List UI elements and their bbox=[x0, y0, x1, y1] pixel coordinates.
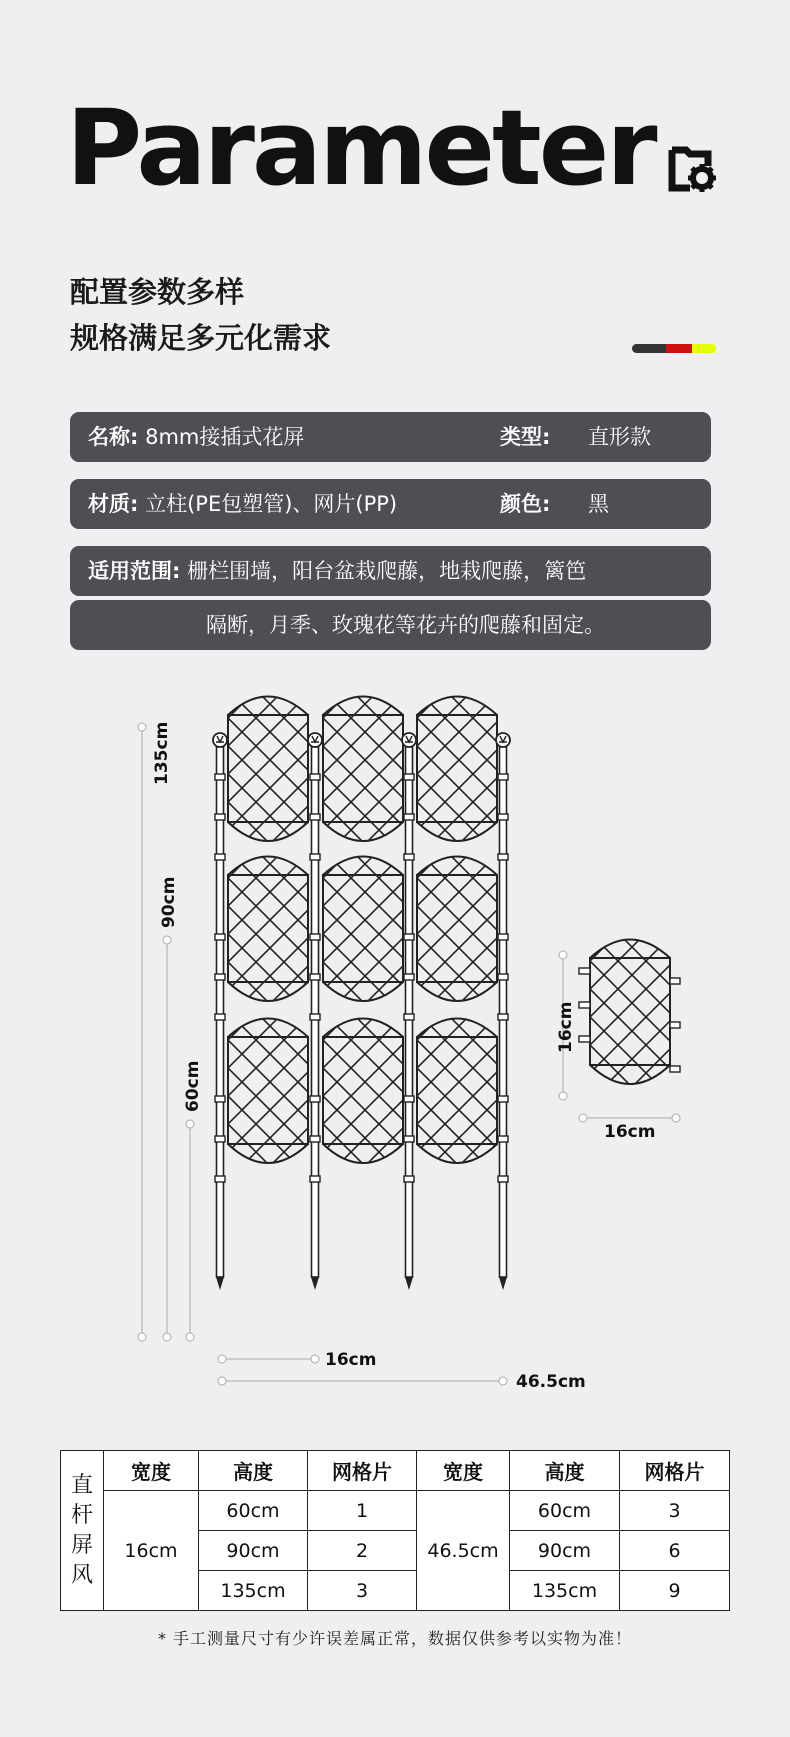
page-title: Parameter bbox=[66, 87, 655, 209]
color-value: 黑 bbox=[588, 492, 609, 516]
size-table bbox=[60, 1450, 730, 1611]
header-height-2: 高度 bbox=[510, 1451, 620, 1491]
header-height-1: 高度 bbox=[199, 1451, 308, 1491]
accent-dark bbox=[632, 344, 666, 353]
name-value: 8mm接插式花屏 bbox=[145, 425, 305, 449]
usage-line-1: 栅栏围墙，阳台盆栽爬藤，地栽爬藤，篱笆 bbox=[187, 559, 587, 583]
header-width-2: 宽度 bbox=[417, 1451, 510, 1491]
cell-height: 60cm bbox=[199, 1491, 308, 1531]
height-60-label: 60cm bbox=[183, 1060, 203, 1112]
table-header-row bbox=[61, 1451, 730, 1491]
cell-grid: 1 bbox=[308, 1491, 417, 1531]
spec-bar-material-color bbox=[70, 479, 711, 529]
height-90-label: 90cm bbox=[159, 876, 179, 928]
cell-grid: 6 bbox=[620, 1531, 730, 1571]
group2-width: 46.5cm bbox=[417, 1491, 510, 1611]
side-label: 直 杆 屏 风 bbox=[61, 1451, 104, 1611]
accent-color-bar bbox=[632, 344, 716, 353]
spec-bar-usage-1 bbox=[70, 546, 711, 596]
spec-bar-usage-2 bbox=[70, 600, 711, 650]
folder-gear-icon bbox=[668, 146, 716, 192]
header-width-1: 宽度 bbox=[104, 1451, 199, 1491]
cell-height: 90cm bbox=[199, 1531, 308, 1571]
spec-bar-name-type bbox=[70, 412, 711, 462]
accent-yellow bbox=[692, 344, 716, 353]
trellis-panels bbox=[228, 697, 497, 1164]
usage-key: 适用范围: bbox=[88, 559, 181, 583]
color-key: 颜色: bbox=[500, 492, 551, 516]
width-16-label: 16cm bbox=[325, 1350, 377, 1370]
subtitle-line-2: 规格满足多元化需求 bbox=[70, 321, 332, 355]
group1-width: 16cm bbox=[104, 1491, 199, 1611]
cell-grid: 9 bbox=[620, 1571, 730, 1611]
cell-height: 60cm bbox=[510, 1491, 620, 1531]
cell-height: 90cm bbox=[510, 1531, 620, 1571]
cell-grid: 3 bbox=[620, 1491, 730, 1531]
material-key: 材质: bbox=[88, 492, 139, 516]
panel-width-label: 16cm bbox=[604, 1122, 656, 1142]
single-panel-detail bbox=[579, 940, 680, 1085]
type-key: 类型: bbox=[500, 425, 551, 449]
type-value: 直形款 bbox=[588, 425, 651, 449]
cell-grid: 2 bbox=[308, 1531, 417, 1571]
footnote: * 手工测量尺寸有少许误差属正常，数据仅供参考以实物为准！ bbox=[157, 1629, 633, 1648]
trellis-diagram bbox=[0, 690, 790, 1400]
subtitle-line-1: 配置参数多样 bbox=[70, 275, 245, 309]
width-465-label: 46.5cm bbox=[516, 1372, 586, 1392]
cell-height: 135cm bbox=[510, 1571, 620, 1611]
height-135-label: 135cm bbox=[152, 721, 172, 785]
usage-line-2: 隔断，月季、玫瑰花等花卉的爬藤和固定。 bbox=[206, 613, 605, 637]
name-key: 名称: bbox=[88, 425, 139, 449]
header-grid-1: 网格片 bbox=[308, 1451, 417, 1491]
panel-height-label: 16cm bbox=[556, 1001, 576, 1053]
material-value: 立柱(PE包塑管)、网片(PP) bbox=[145, 492, 398, 516]
header-grid-2: 网格片 bbox=[620, 1451, 730, 1491]
table-row bbox=[61, 1491, 730, 1531]
accent-red bbox=[666, 344, 692, 353]
cell-grid: 3 bbox=[308, 1571, 417, 1611]
cell-height: 135cm bbox=[199, 1571, 308, 1611]
